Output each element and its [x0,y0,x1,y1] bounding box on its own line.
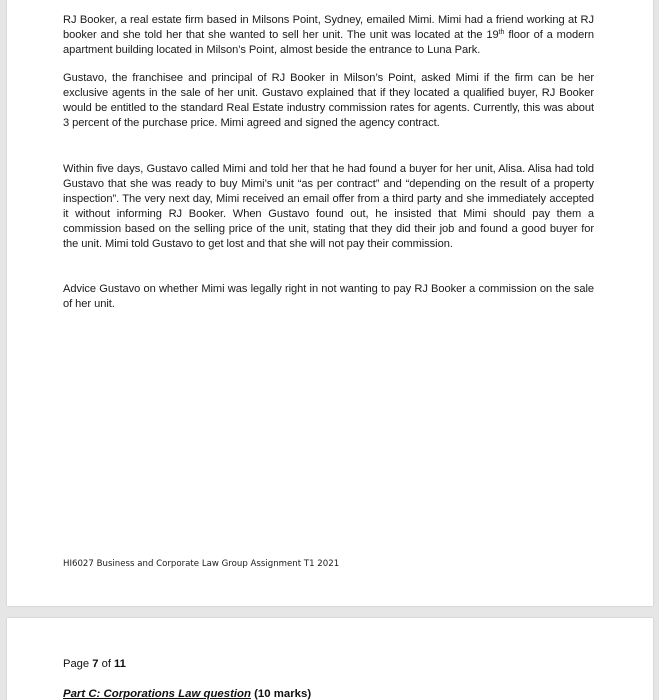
page-number-total: 11 [114,658,126,670]
paragraph-agency-agreement: Gustavo, the franchisee and principal of RJ Booker in Milson’s Point, asked Mimi if the firm can be her exclusive agents in the sale of her unit. Gustavo explained that if they located a qualified buyer, RJ Booker would be entitled to the standard Real Estate industry commission rates for agents. Currently, this was about 3 percent of the purchase price. Mimi agreed and signed the agency contract. [63,72,594,129]
paragraph-text: RJ Booker, a real estate firm based in Milsons Point, Sydney, emailed Mimi. Mimi had a friend working at RJ booker and she told her that she wanted to sell her unit. The unit was located at the 19 [63,14,594,41]
superscript-ordinal: th [498,28,505,36]
paragraph-text: floor of a modern apartment building located in Milson’s Point, almost beside the entrance to Luna Park. [63,28,594,56]
paragraph-question: Advice Gustavo on whether Mimi was legally right in not wanting to pay RJ Booker a commission on the sale of her unit. [63,283,594,310]
page-number [63,658,126,670]
paragraph-sale-dispute: Within five days, Gustavo called Mimi and told her that he had found a buyer for her unit, Alisa. Alisa had told Gustavo that she was ready to buy Mimi’s unit “as per contract” and “depending on the result of a property inspection”. The very next day, Mimi received an email offer from a third party and she immediately accepted it without informing RJ Booker. When Gustavo found out, he insisted that Mimi should pay them a commission based on the selling price of the unit, stating that they did their job and found a good buyer for the unit. Mimi told Gustavo to get lost and that she will not pay their commission. [63,163,594,250]
page-number-of: of [98,658,115,670]
document-page [7,0,653,606]
paragraph-scenario-intro [63,13,594,58]
section-heading [63,688,311,700]
section-heading-title: Part C: Corporations Law question [63,688,251,700]
page-number-label: Page [63,658,93,670]
page-footer: HI6027 Business and Corporate Law Group Assignment T1 2021 [63,559,340,569]
page-number-current: 7 [92,658,99,670]
document-page [7,618,653,700]
section-heading-marks: (10 marks) [250,688,312,700]
